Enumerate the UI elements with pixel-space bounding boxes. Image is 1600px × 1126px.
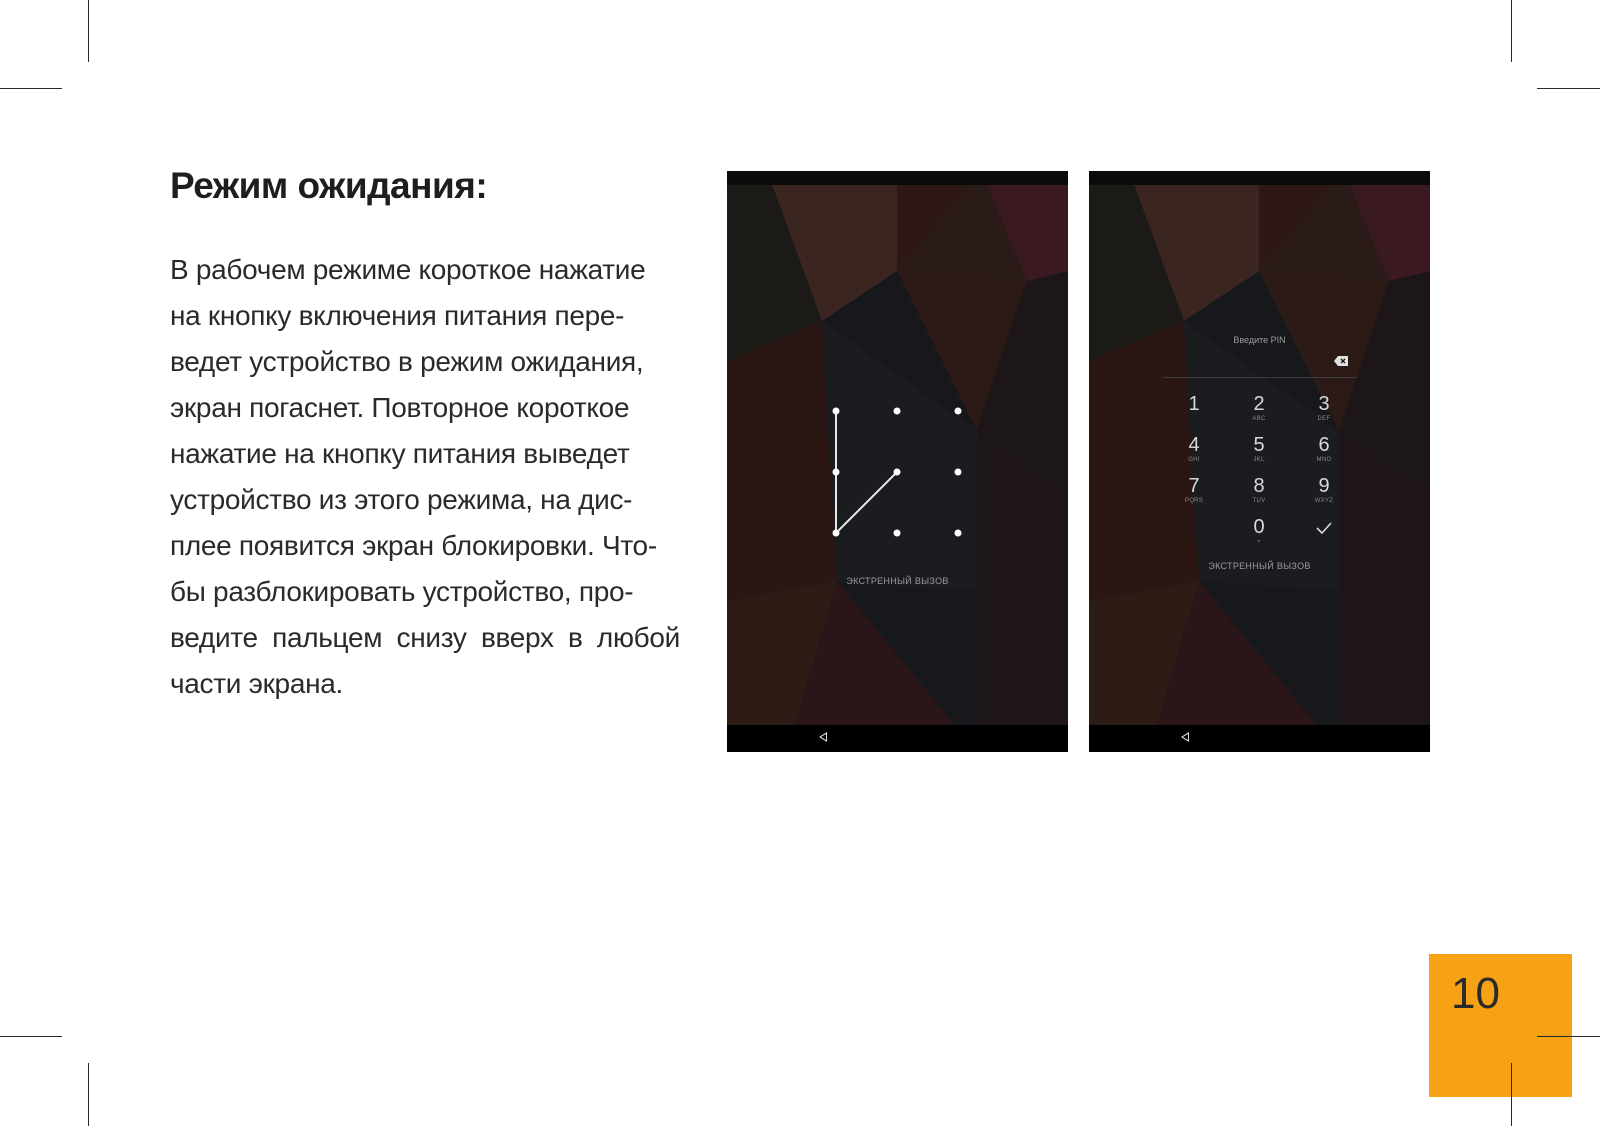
key-3[interactable]: 3 DEF [1317,393,1331,422]
pin-entry-line [1163,377,1357,378]
crop-mark [1537,1036,1600,1037]
page-number: 10 [1451,969,1500,1018]
backspace-icon[interactable] [1334,356,1348,366]
emergency-call-button[interactable]: ЭКСТРЕННЫЙ ВЫЗОВ [846,576,949,586]
text-line: нажатие на кнопку питания выведет [170,438,630,469]
key-1[interactable]: 1 [1188,393,1200,415]
text-line: экран погаснет. Повторное короткое [170,392,630,423]
emergency-call-button[interactable]: ЭКСТРЕННЫЙ ВЫЗОВ [1208,561,1311,571]
page-number-box [1429,954,1572,1097]
crop-mark [88,0,89,62]
back-triangle-icon[interactable] [1181,732,1189,742]
pin-prompt: Введите PIN [1233,335,1286,345]
pin-lock-screenshot [1089,171,1430,752]
crop-mark [88,1063,89,1126]
text-line: устройство из этого режима, на дис- [170,484,633,515]
body-text [170,247,680,707]
navigation-bar [1089,725,1430,752]
text-line: ведите пальцем снизу вверх в любой [170,622,680,653]
crop-mark [1537,88,1600,89]
text-line: В рабочем режиме короткое нажатие [170,254,646,285]
key-0[interactable]: 0 + [1253,516,1265,545]
crop-mark [1511,1063,1512,1126]
status-bar [1089,171,1430,185]
key-9[interactable]: 9 WXYZ [1314,475,1334,504]
text-line: части экрана. [170,668,344,699]
crop-mark [1511,0,1512,62]
check-icon[interactable] [1316,522,1332,534]
text-line: бы разблокировать устройство, про- [170,576,634,607]
crop-mark [0,1036,62,1037]
key-5[interactable]: 5 JKL [1253,434,1265,463]
key-8[interactable]: 8 TUV [1252,475,1266,504]
pattern-grid[interactable] [727,171,1068,752]
key-7[interactable]: 7 PQRS [1184,475,1204,504]
navigation-bar [727,725,1068,752]
crop-mark [0,88,62,89]
pattern-lock-screenshot [727,171,1068,752]
page-title: Режим ожидания: [170,165,488,206]
key-2[interactable]: 2 ABC [1252,393,1266,422]
text-line: на кнопку включения питания пере- [170,300,625,331]
text-line: плее появится экран блокировки. Что- [170,530,657,561]
key-6[interactable]: 6 MNO [1316,434,1332,463]
text-line: ведет устройство в режим ожидания, [170,346,644,377]
back-triangle-icon[interactable] [819,732,827,742]
key-4[interactable]: 4 GHI [1188,434,1200,463]
